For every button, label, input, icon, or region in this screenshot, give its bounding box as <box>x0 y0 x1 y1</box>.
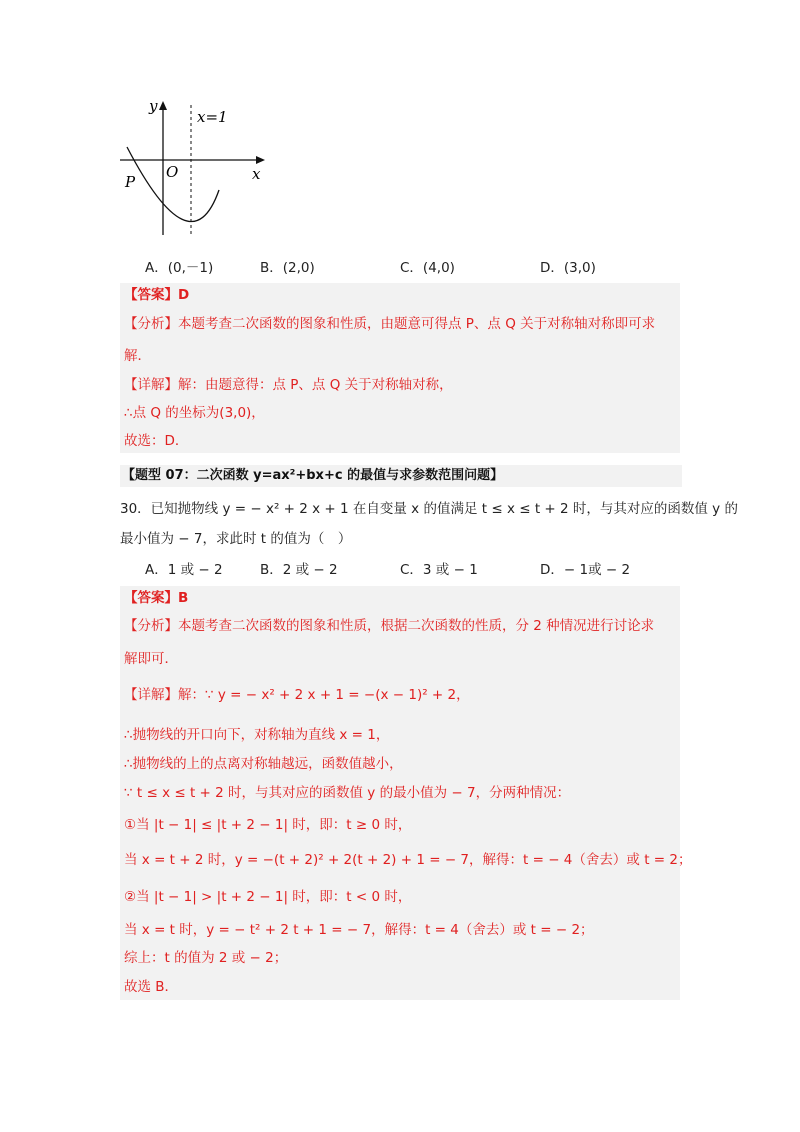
q30-detail-line7: ②当 |t − 1| > |t + 2 − 1| 时，即：t < 0 时， <box>124 889 412 905</box>
q29-option-a: A．(0,－1) <box>145 260 214 276</box>
q29-option-c: C．(4,0) <box>400 260 455 276</box>
q30-detail-line1: 【详解】解：∵ y = − x² + 2 x + 1 = −(x − 1)² + 2， <box>124 687 470 703</box>
q29-options <box>145 256 596 276</box>
point-p-label: P <box>125 173 136 191</box>
q30-analysis-line1: 【分析】本题考查二次函数的图象和性质，根据二次函数的性质，分 2 种情况进行讨论求 <box>124 618 655 634</box>
q30-options <box>145 558 630 578</box>
q30-analysis-line2: 解即可． <box>124 651 178 667</box>
q29-option-d: D．(3,0) <box>540 260 596 276</box>
x-axis-label: x <box>252 165 261 183</box>
q30-stem-line1: 30．已知抛物线 y = − x² + 2 x + 1 在自变量 x 的值满足 t ≤ x ≤ t + 2 时，与其对应的函数值 y 的 <box>120 501 738 517</box>
parabola-graph <box>115 95 275 245</box>
q30-option-c: C．3 或 − 1 <box>400 562 478 578</box>
q29-detail-line2: ∴点 Q 的坐标为(3,0)， <box>124 405 265 421</box>
origin-label: O <box>166 163 179 181</box>
section-heading: 【题型 07：二次函数 y=ax²+bx+c 的最值与求参数范围问题】 <box>120 465 682 487</box>
q30-option-b: B．2 或 − 2 <box>260 562 338 578</box>
q30-stem-line2: 最小值为 − 7，求此时 t 的值为（ ） <box>120 531 352 547</box>
q29-detail-line1: 【详解】解：由题意得：点 P、点 Q 关于对称轴对称， <box>124 377 453 393</box>
symmetry-axis-label: x=1 <box>197 108 228 126</box>
y-axis-label: y <box>149 97 158 115</box>
q29-answer: 【答案】D <box>124 287 190 303</box>
q30-detail-line3: ∴抛物线的上的点离对称轴越远，函数值越小， <box>124 756 403 772</box>
q29-analysis-line2: 解． <box>124 348 151 364</box>
q30-option-a: A．1 或 − 2 <box>145 562 223 578</box>
q30-detail-line2: ∴抛物线的开口向下，对称轴为直线 x = 1， <box>124 727 390 743</box>
q29-solution-box <box>120 283 680 453</box>
q30-detail-line10: 故选 B． <box>124 979 179 995</box>
q30-detail-line8: 当 x = t 时，y = − t² + 2 t + 1 = − 7，解得：t = 4（舍去）或 t = − 2； <box>124 922 594 938</box>
q30-answer: 【答案】B <box>124 590 189 606</box>
q30-detail-line5: ①当 |t − 1| ≤ |t + 2 − 1| 时，即：t ≥ 0 时， <box>124 817 412 833</box>
q30-solution-box <box>120 586 692 1000</box>
q29-detail-line3: 故选：D． <box>124 433 189 449</box>
q30-detail-line4: ∵ t ≤ x ≤ t + 2 时，与其对应的函数值 y 的最小值为 − 7，分两种情况： <box>124 785 571 801</box>
q30-detail-line9: 综上：t 的值为 2 或 − 2； <box>124 950 288 966</box>
q30-option-d: D．− 1或 − 2 <box>540 562 631 578</box>
q30-detail-line6: 当 x = t + 2 时，y = −(t + 2)² + 2(t + 2) + 1 = − 7，解得：t = − 4（舍去）或 t = 2； <box>124 852 692 868</box>
q29-option-b: B．(2,0) <box>260 260 315 276</box>
q29-analysis-line1: 【分析】本题考查二次函数的图象和性质，由题意可得点 P、点 Q 关于对称轴对称即可求 <box>124 316 656 332</box>
